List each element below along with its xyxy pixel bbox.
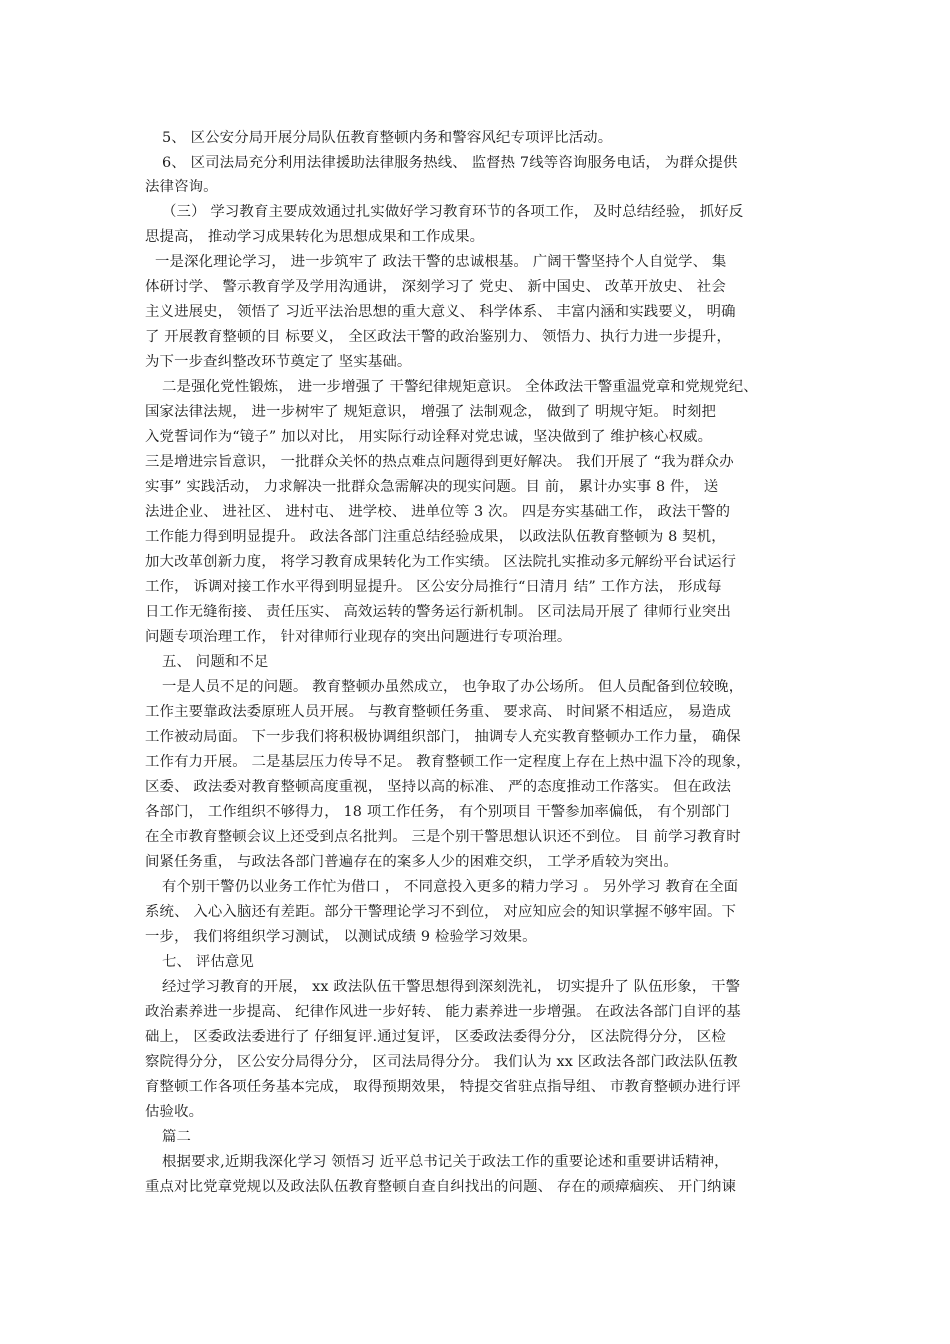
text-line: 工作被动局面。 下一步我们将积极协调组织部门， 抽调专人充实教育整顿办工作力量， 确保 [145,729,741,745]
text-line: 工作主要靠政法委原班人员开展。 与教育整顿任务重、 要求高、 时间紧不相适应， 易造成 [145,704,731,720]
text-line: 各部门， 工作组织不够得力， 18 项工作任务， 有个别项目 干警参加率偏低， 有个别部门 [145,804,730,820]
section-heading: 五、 问题和不足 [162,654,269,670]
text-line: 一是深化理论学习， 进一步筑牢了 政法干警的忠诚根基。 广阔干警坚持个人自觉学、 集 [155,254,727,270]
text-line: 经过学习教育的开展， xx 政法队伍干警思想得到深刻洗礼， 切实提升了 队伍形象， 干警 [162,979,741,995]
text-line: （三） 学习教育主要成效通过扎实做好学习教育环节的各项工作， 及时总结经验， 抓好反 [162,204,744,220]
text-line: 间紧任务重， 与政法各部门普遍存在的案多人少的困难交织， 工学矛盾较为突出。 [145,854,678,870]
text-line: 系统、 入心入脑还有差距。部分干警理论学习不到位， 对应知应会的知识掌握不够牢固。下 [145,904,737,920]
text-line: 三是增进宗旨意识， 一批群众关怀的热点难点问题得到更好解决。 我们开展了 “我为群众办 [145,454,734,470]
text-line: 有个别干警仍以业务工作忙为借口 ， 不同意投入更多的精力学习 。 另外学习 教育在全面 [162,879,739,895]
text-line: 思提高， 推动学习成果转化为思想成果和工作成果。 [145,229,485,245]
text-line: 加大改革创新力度， 将学习教育成果转化为工作实绩。 区法院扎实推动多元解纷平台试运行 [145,554,737,570]
text-line: 察院得分分， 区公安分局得分分， 区司法局得分分。 我们认为 xx 区政法各部门政法队伍教 [145,1054,738,1070]
text-line: 6、 区司法局充分利用法律援助法律服务热线、 监督热 7线等咨询服务电话， 为群众提供 [162,155,738,171]
text-line: 了 开展教育整顿的目 标要义， 全区政法干警的政治鉴别力、 领悟力、执行力进一步提升， [145,329,731,345]
text-line: 区委、 政法委对教育整顿高度重视， 坚持以高的标准、 严的态度推动工作落实。 但在政法 [145,779,731,795]
text-line: 国家法律法规， 进一步树牢了 规矩意识， 增强了 法制观念， 做到了 明规守矩。 时刻把 [145,404,717,420]
text-line: 估验收。 [145,1104,204,1120]
text-line: 问题专项治理工作， 针对律师行业现存的突出问题进行专项治理。 [145,629,572,645]
text-line: 在全市教育整顿会议上还受到点名批判。 三是个别干警思想认识还不到位。 目 前学习教育时 [145,829,741,845]
section-heading: 七、 评估意见 [162,954,254,970]
text-line: 入党誓词作为“镜子” 加以对比， 用实际行动诠释对党忠诚，坚决做到了 维护核心权威。 [145,429,713,445]
text-line: 础上， 区委政法委进行了 仔细复评.通过复评， 区委政法委得分分， 区法院得分分， 区检 [145,1029,726,1045]
text-line: 法律咨询。 [145,179,218,195]
text-line: 政治素养进一步提高、 纪律作风进一步好转、 能力素养进一步增强。 在政法各部门自评的基 [145,1004,741,1020]
text-line: 二是强化党性锻炼， 进一步增强了 干警纪律规矩意识。 全体政法干警重温党章和党规党纪、 [162,379,758,395]
text-line: 为下一步查纠整改环节奠定了 坚实基础。 [145,354,412,370]
text-line: 5、 区公安分局开展分局队伍教育整顿内务和警容风纪专项评比活动。 [162,130,613,146]
section-heading: 篇二 [162,1129,192,1145]
text-line: 根据要求,近期我深化学习 领悟习 近平总书记关于政法工作的重要论述和重要讲话精神， [162,1154,729,1170]
text-line: 工作能力得到明显提升。 政法各部门注重总结经验成果， 以政法队伍教育整顿为 8 契机， [145,529,726,545]
text-line: 重点对比党章党规以及政法队伍教育整顿自查自纠找出的问题、 存在的顽瘴痼疾、 开门纳谏 [145,1179,737,1195]
text-line: 主义进展史， 领悟了 习近平法治思想的重大意义、 科学体系、 丰富内涵和实践要义， 明确 [145,304,736,320]
text-line: 工作， 诉调对接工作水平得到明显提升。 区公安分局推行“日清月 结” 工作方法， 形成每 [145,579,722,595]
text-line: 日工作无缝衔接、 责任压实、 高效运转的警务运行新机制。 区司法局开展了 律师行业突出 [145,604,731,620]
text-line: 法进企业、 进社区、 进村屯、 进学校、 进单位等 3 次。 四是夯实基础工作， 政法干警的 [145,504,731,520]
text-line: 实事” 实践活动， 力求解决一批群众急需解决的现实问题。目 前， 累计办实事 8 件， 送 [145,479,719,495]
text-line: 工作有力开展。 二是基层压力传导不足。 教育整顿工作一定程度上存在上热中温下冷的现象， [145,754,751,770]
text-line: 育整顿工作各项任务基本完成， 取得预期效果， 特提交省驻点指导组、 市教育整顿办进行评 [145,1079,741,1095]
text-line: 一步， 我们将组织学习测试， 以测试成绩 9 检验学习效果。 [145,929,537,945]
text-line: 一是人员不足的问题。 教育整顿办虽然成立， 也争取了办公场所。 但人员配备到位较晚， [162,679,744,695]
text-line: 体研讨学、 警示教育学及学用沟通讲， 深刻学习了 党史、 新中国史、 改革开放史、 社会 [145,279,726,295]
